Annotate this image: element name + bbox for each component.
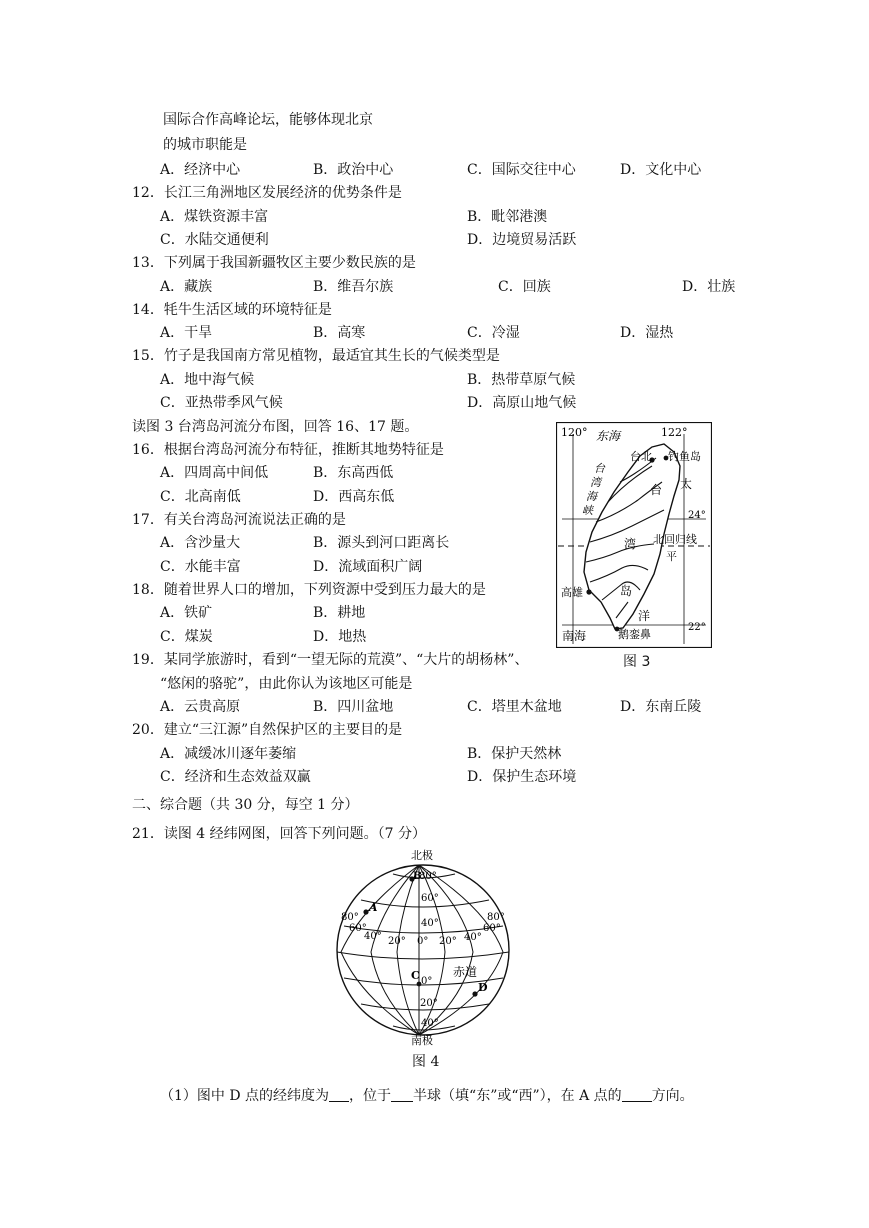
grid-label: 80°: [487, 912, 505, 923]
question-stem: 13．下列属于我国新疆牧区主要少数民族的是: [132, 255, 416, 271]
option: A．经济中心: [160, 162, 241, 178]
option: C．水能丰富: [160, 559, 241, 575]
question-stem: 15．竹子是我国南方常见植物，最适宜其生长的气候类型是: [132, 348, 500, 364]
south-sea-label: 南海: [562, 629, 587, 643]
question-stem: 19．某同学旅游时，看到“一望无际的荒漠”、“大片的胡杨林”、: [132, 652, 529, 668]
grid-label: 20°: [388, 936, 406, 947]
option: C．冷湿: [467, 325, 520, 341]
option: D．高原山地气候: [467, 395, 577, 411]
sub-question-text: （1）图中 D 点的经纬度为: [160, 1088, 330, 1104]
option: C．塔里木盆地: [467, 699, 562, 715]
question-stem: 21．读图 4 经纬网图，回答下列问题。（7 分）: [132, 826, 426, 842]
answer-blank[interactable]: [622, 1087, 652, 1102]
option: B．耕地: [313, 605, 366, 621]
lat-24-label: 24°: [688, 510, 706, 521]
taiwan-river-map: [556, 422, 712, 648]
eluanbi-label: 鹅銮鼻: [618, 628, 651, 641]
pacific-char-2: 平: [666, 550, 677, 563]
figure-4-caption: 图 4: [412, 1054, 440, 1070]
option: A．含沙量大: [160, 535, 241, 551]
lat-lon-globe: [331, 848, 521, 1048]
sub-question-text: 方向。: [651, 1088, 694, 1104]
intro-line-1: 国际合作高峰论坛，能够体现北京: [163, 112, 373, 128]
grid-label: 80°: [341, 912, 359, 923]
option: B．热带草原气候: [467, 372, 576, 388]
north-pole-label: 北极: [411, 849, 433, 862]
strait-char-3: 海: [586, 490, 597, 503]
south-pole-label: 南极: [411, 1034, 433, 1047]
option: A．地中海气候: [160, 372, 255, 388]
tai-label: 台: [650, 483, 663, 497]
question-stem: 16．根据台湾岛河流分布特征，推断其地势特征是: [132, 442, 444, 458]
grid-label: 60°: [421, 893, 439, 904]
east-sea-label: 东海: [596, 429, 621, 443]
option: B．高寒: [313, 325, 366, 341]
strait-char-4: 峡: [582, 504, 593, 517]
lat-22-label: 22°: [688, 622, 706, 633]
grid-label: 0°: [417, 936, 429, 947]
option: D．流域面积广阔: [313, 559, 423, 575]
option: D．保护生态环境: [467, 769, 577, 785]
read-figure-3: 读图 3 台湾岛河流分布图，回答 16、17 题。: [132, 419, 419, 435]
option: A．四周高中间低: [160, 465, 269, 481]
option: D．边境贸易活跃: [467, 232, 577, 248]
option: D．东南丘陵: [620, 699, 702, 715]
option: C．回族: [498, 279, 551, 295]
sub-question-text: ，位于: [349, 1088, 392, 1104]
question-stem: 17．有关台湾岛河流说法正确的是: [132, 512, 346, 528]
sub-question-text: 半球（填“东”或“西”），在 A 点的: [413, 1088, 622, 1104]
option: A．铁矿: [160, 605, 213, 621]
option: A．干旱: [160, 325, 213, 341]
grid-label: 20°: [439, 936, 457, 947]
grid-label: 80°: [419, 871, 437, 882]
option: C．北高南低: [160, 489, 241, 505]
answer-blank[interactable]: [329, 1087, 349, 1102]
grid-label: 0°: [421, 976, 433, 987]
question-stem: 14．牦牛生活区域的环境特征是: [132, 302, 332, 318]
option: C．水陆交通便利: [160, 232, 269, 248]
diaoyu-label: 钓鱼岛: [668, 450, 701, 463]
question-stem: 18．随着世界人口的增加，下列资源中受到压力最大的是: [132, 582, 486, 598]
question-stem: 12．长江三角洲地区发展经济的优势条件是: [132, 185, 402, 201]
dao-label: 岛: [620, 584, 633, 598]
strait-char-2: 湾: [590, 476, 601, 489]
grid-label: 60°: [349, 923, 367, 934]
grid-label: 40°: [464, 932, 482, 943]
lon-122-label: 122°: [661, 426, 688, 439]
intro-line-2: 的城市职能是: [163, 137, 247, 153]
lon-120-label: 120°: [561, 426, 588, 439]
kaohsiung-label: 高雄: [561, 586, 583, 599]
option: A．减缓冰川逐年萎缩: [160, 746, 297, 762]
option: C．国际交往中心: [467, 162, 576, 178]
taipei-label: 台北: [630, 450, 652, 463]
option: B．维吾尔族: [313, 279, 394, 295]
grid-label: 40°: [421, 1018, 439, 1029]
point-a-label: A: [369, 901, 378, 914]
point-b-label: B: [413, 871, 422, 882]
option: A．藏族: [160, 279, 213, 295]
pacific-char-3: 洋: [638, 609, 651, 623]
option: C．煤炭: [160, 629, 213, 645]
grid-label: 20°: [420, 998, 438, 1009]
wan-label: 湾: [624, 537, 637, 551]
answer-blank[interactable]: [391, 1087, 413, 1102]
point-c-label: C: [411, 969, 420, 982]
figure-3-caption: 图 3: [623, 654, 651, 670]
option: D．地热: [313, 629, 367, 645]
option: B．毗邻港澳: [467, 209, 548, 225]
option: A．云贵高原: [160, 699, 241, 715]
grid-label: 40°: [364, 931, 382, 942]
option: B．政治中心: [313, 162, 394, 178]
tropic-label: 北回归线: [653, 533, 697, 546]
strait-char-1: 台: [594, 462, 605, 475]
option: D．文化中心: [620, 162, 702, 178]
point-d-label: D: [478, 981, 488, 994]
option: B．四川盆地: [313, 699, 394, 715]
section-heading: 二、综合题（共 30 分，每空 1 分）: [132, 797, 359, 813]
option: C．经济和生态效益双赢: [160, 769, 311, 785]
option: B．源头到河口距离长: [313, 535, 450, 551]
option: A．煤铁资源丰富: [160, 209, 269, 225]
question-stem-cont: “悠闲的骆驼”，由此你认为该地区可能是: [160, 676, 413, 692]
pacific-char-1: 太: [680, 477, 693, 491]
option: D．西高东低: [313, 489, 395, 505]
option: D．湿热: [620, 325, 674, 341]
grid-label: 60°: [483, 923, 501, 934]
grid-label: 40°: [421, 918, 439, 929]
option: B．保护天然林: [467, 746, 562, 762]
option: B．东高西低: [313, 465, 394, 481]
option: C．亚热带季风气候: [160, 395, 283, 411]
option: D．壮族: [682, 279, 736, 295]
question-stem: 20．建立“三江源”自然保护区的主要目的是: [132, 722, 403, 738]
equator-label: 赤道: [453, 965, 478, 979]
sub-question-1: [160, 1087, 694, 1105]
